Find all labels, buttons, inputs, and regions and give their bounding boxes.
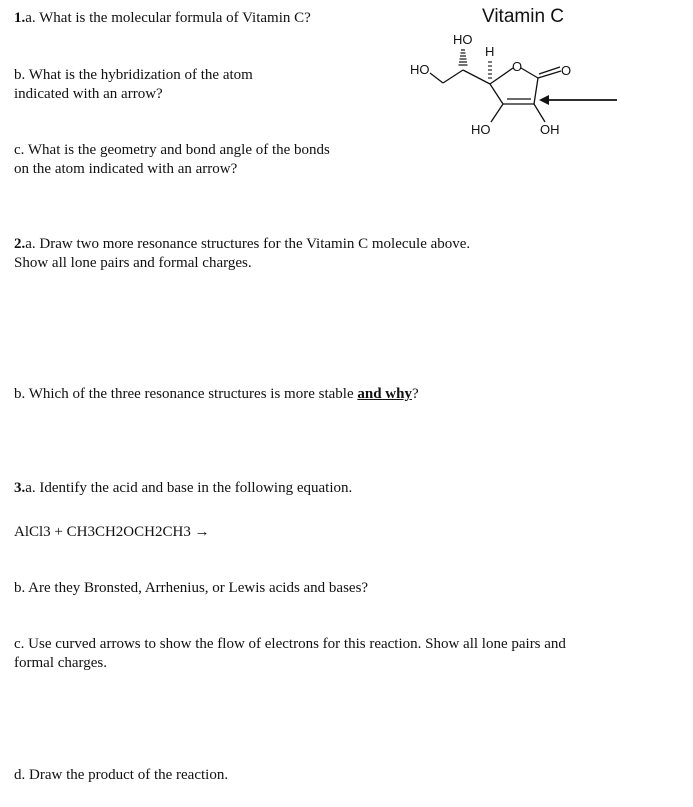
- label-ho-top: HO: [453, 32, 473, 47]
- hashed-wedge: [459, 50, 468, 65]
- q1a-text: [14, 9, 311, 28]
- q2b-text: [14, 385, 419, 404]
- molecule-bonds: [430, 67, 561, 122]
- q2-number: 2.: [14, 236, 26, 252]
- q1-number: 1.: [14, 10, 26, 26]
- q2a-line2: Show all lone pairs and formal charges.: [14, 255, 252, 271]
- q1b-text: [14, 66, 253, 104]
- q2a-line1: a. Draw two more resonance structures for the Vitamin C molecule above.: [25, 236, 471, 252]
- q1c-line2: on the atom indicated with an arrow?: [14, 161, 238, 177]
- q3c-line1: c. Use curved arrows to show the flow of electrons for this reaction. Show all lone pairs and: [14, 636, 566, 652]
- label-oh-bottom: OH: [540, 122, 560, 137]
- h-hashed-bond: [488, 62, 492, 78]
- vitamin-c-structure: [395, 28, 625, 140]
- q1c-text: [14, 141, 330, 179]
- q2b-prefix: b. Which of the three resonance structures is more stable: [14, 386, 358, 402]
- label-ho-left: HO: [410, 62, 430, 77]
- q1b-line2: indicated with an arrow?: [14, 86, 163, 102]
- q2b-suffix: ?: [411, 386, 419, 402]
- q1b-line1: b. What is the hybridization of the atom: [14, 67, 253, 83]
- q2a-text: [14, 235, 470, 273]
- q3c-line2: formal charges.: [14, 655, 108, 671]
- vitamin-c-title: Vitamin C: [482, 6, 565, 27]
- label-ho-bottom: HO: [471, 122, 491, 137]
- q3a-text: [14, 479, 352, 498]
- label-h: H: [485, 44, 495, 59]
- q3-number: 3.: [14, 480, 26, 496]
- q3d-text: d. Draw the product of the reaction.: [14, 767, 229, 783]
- arrow-indicator: [539, 95, 617, 105]
- label-o-carbonyl: O: [561, 63, 572, 78]
- q1c-line1: c. What is the geometry and bond angle of the bonds: [14, 142, 330, 158]
- q3c-text: [14, 635, 566, 673]
- q3a-label: a. Identify the acid and base in the following equation.: [25, 480, 353, 496]
- label-o-ring: O: [512, 59, 523, 74]
- q1a-label: a. What is the molecular formula of Vitamin C?: [25, 10, 311, 26]
- q2b-emphasis: and why: [357, 386, 412, 402]
- q3b-text: b. Are they Bronsted, Arrhenius, or Lewis acids and bases?: [14, 580, 369, 596]
- q3-equation: AlCl3 + CH3CH2OCH2CH3 →: [14, 524, 210, 540]
